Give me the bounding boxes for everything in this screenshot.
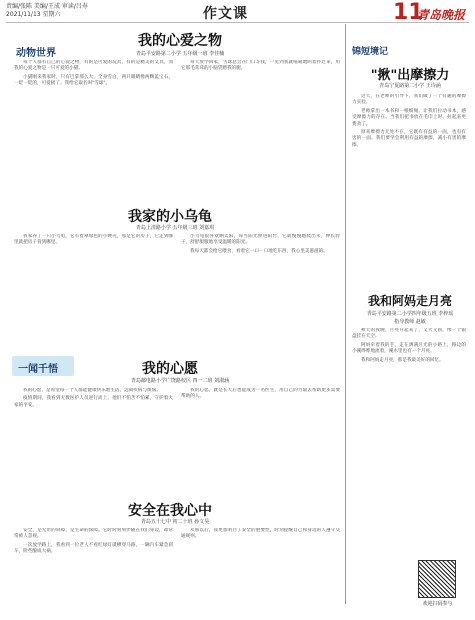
article-byline: 青岛上清路小学 五年级三班 刘嘉琪 <box>135 225 215 231</box>
article-paragraph: 我每天都会给它喂食，看着它一口一口地吃东西，我心里美滋滋的。 <box>190 248 328 254</box>
article-paragraph: 老师拿出一本书和一根细绳，让我们拉动书本，感受摩擦力的存在。当我们把书放在毛巾上时，拉起来更费劲了。 <box>352 108 466 127</box>
column-tag-notes: 锦短境记 <box>352 47 389 57</box>
article-byline: 青岛五十七中 初二十班 孙文昊 <box>140 519 210 525</box>
qr-code[interactable] <box>418 560 456 598</box>
column-tag-insight: 一闻千悟 <box>18 364 58 375</box>
article-body <box>14 234 340 354</box>
article-paragraph: 一次放学路上，我看到一位老人不看红绿灯就横穿马路，一辆汽车紧急刹车，险些酿成大祸。 <box>14 542 173 555</box>
article-title: 我的心愿 <box>142 361 198 377</box>
article-paragraph: 我和阿妈走月亮，那是我最美好的回忆。 <box>361 357 444 363</box>
article-byline: 青岛邮电路小学广饶路校区 四一二班 刘淑涵 <box>130 378 230 384</box>
article-body <box>14 60 340 200</box>
article-title: 我和阿妈走月亮 <box>367 294 452 308</box>
article-paragraph: 这天，在老师的引导下，我们做了一个有趣的摩擦力实验。 <box>352 94 466 106</box>
article-paragraph: 阿妈牵着我的手，走在洒满月光的小路上，路边的小溪哗哗地流着，溪水里也有一个月亮。 <box>352 342 466 355</box>
article-byline: 青岛平安路第二小学 五年级一班 李佳楠 <box>135 51 225 57</box>
article-paragraph: 疫情期间，我看到无数医护人员逆行而上，他们不怕苦不怕累，守护着大家的平安。 <box>14 396 173 408</box>
article-byline: 青岛平安路第二小学四年级五班 李梓瑶 <box>366 311 454 317</box>
article-body <box>352 94 466 288</box>
article-title: 我家的小乌龟 <box>128 209 212 225</box>
page-number: 11 <box>393 0 424 25</box>
article-title: "揪"出摩擦力 <box>370 68 450 83</box>
article-paragraph: 从那以后，我更加明白了安全的重要性，时刻提醒自己和身边的人遵守交通规则。 <box>181 528 340 540</box>
page-header <box>6 2 469 23</box>
column-tag-animal-world: 动物世界 <box>16 48 56 59</box>
article-paragraph: 原来摩擦力无处不在，它既有有益的一面，也有有害的一面。我们要学会利用有益的摩擦，减小有害的摩擦。 <box>352 130 466 148</box>
article-paragraph: 我的心愿，就是长大后也能成为一名医生，用自己的力量去帮助更多需要帮助的人。 <box>181 388 340 400</box>
header-date: 2021/11/13 星期六 <box>6 11 61 18</box>
article-byline: 青岛宁夏路第二小学 王诗涵 <box>379 83 441 89</box>
article-paragraph: 每天放学回家，雪球总会在门口等我，一见到我就喵喵地叫着扑过来，用它那毛茸茸的小脑袋蹭我的腿。 <box>181 60 340 72</box>
column-divider <box>345 24 346 604</box>
article-title: 我的心爱之物 <box>138 33 222 49</box>
article-paragraph: 我的心愿，是希望每一个人都能健康快乐地生活，远离疾病与烦恼。 <box>23 388 161 393</box>
newspaper-logo: 青岛晚报 <box>417 8 466 22</box>
article-body <box>352 328 466 560</box>
article-paragraph: 安全，是无形的屏障，是生命的保障。它时时刻刻伴随在我们身边，却常常被人忽视。 <box>14 528 173 540</box>
article-teacher: 指导教师 赵敏 <box>394 319 426 325</box>
header-meta <box>6 3 88 19</box>
article-paragraph: 小猫刚来我家时，只有巴掌那么大，全身雪白，两只眼睛像两颗蓝宝石，一眨一眨的，可爱极了。我给它取名叫"雪球"。 <box>14 74 173 87</box>
article-paragraph: 秋天的夜晚，月亮升起来了，又大又圆，像一个银盘挂在天空。 <box>352 328 466 340</box>
article-title: 安全在我心中 <box>128 503 212 519</box>
header-editors: 责编/张陈 美编/王成 审读/吕寿 <box>6 3 88 10</box>
article-paragraph: 我家养了一只小乌龟，它有着翠绿色的小硬壳，那是它的房子，它走到哪里就把房子背到哪里。 <box>14 234 173 246</box>
article-paragraph: 每个人都有自己的心爱之物，有的是可爱的玩具，有的是精美的文具，而我的心爱之物是一只可爱的小猫。 <box>14 60 173 72</box>
article-body <box>14 528 340 616</box>
article-body <box>14 388 340 500</box>
section-title: 作文课 <box>203 6 248 22</box>
article-paragraph: 小乌龟很喜欢晒太阳，每当阳光照进阳台，它就慢慢地爬出来，伸长脖子，舒舒服服地享受温暖的阳光。 <box>181 234 340 246</box>
qr-caption: 欢迎扫码参与 <box>422 601 453 607</box>
